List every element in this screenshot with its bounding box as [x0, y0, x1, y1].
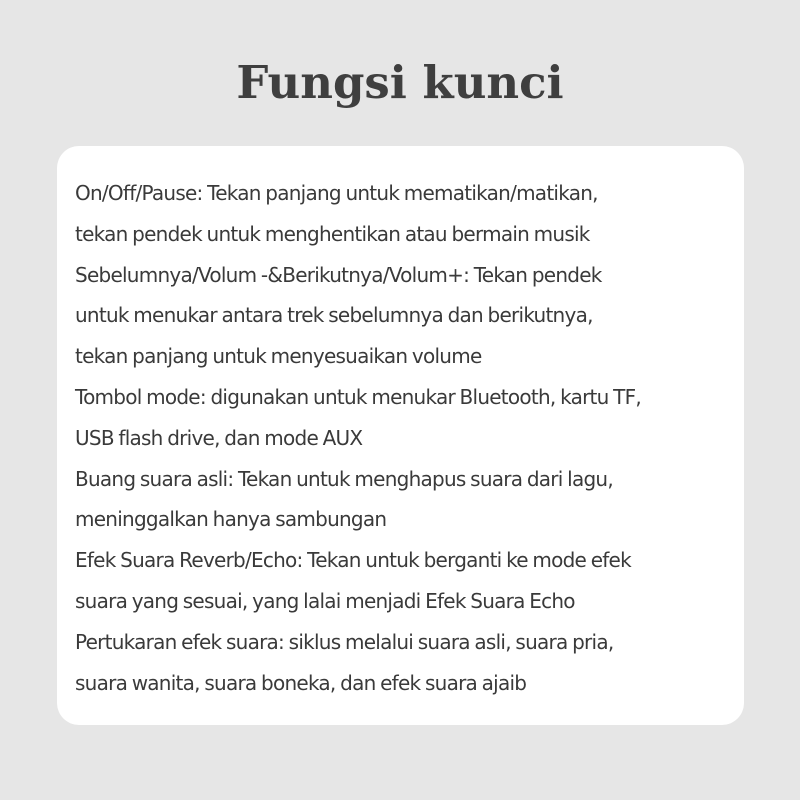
text-line: suara yang sesuai, yang lalai menjadi Efek Suara Echo [75, 588, 575, 613]
text-line: On/Off/Pause: Tekan panjang untuk mematikan/matikan, [75, 181, 598, 205]
text-line: Efek Suara Reverb/Echo: Tekan untuk berganti ke mode efek [75, 548, 631, 573]
text-line: Tombol mode: digunakan untuk menukar Bluetooth, kartu TF, [75, 384, 642, 409]
text-line: untuk menukar antara trek sebelumnya dan berikutnya, [75, 303, 593, 328]
text-line: tekan panjang untuk menyesuaikan volume [75, 344, 482, 369]
text-line: Sebelumnya/Volum -&Berikutnya/Volum+: Tekan pendek [75, 262, 602, 287]
text-line: meninggalkan hanya sambungan [75, 507, 387, 532]
text-line: suara wanita, suara boneka, dan efek suara ajaib [75, 670, 527, 695]
text-line: Pertukaran efek suara: siklus melalui suara asli, suara pria, [75, 629, 614, 654]
text-line: tekan pendek untuk menghentikan atau bermain musik [75, 221, 590, 246]
page-title: Fungsi kunci [236, 56, 564, 109]
content-card [57, 146, 744, 725]
text-line: Buang suara asli: Tekan untuk menghapus suara dari lagu, [75, 466, 613, 491]
text-line: USB flash drive, dan mode AUX [75, 425, 363, 450]
